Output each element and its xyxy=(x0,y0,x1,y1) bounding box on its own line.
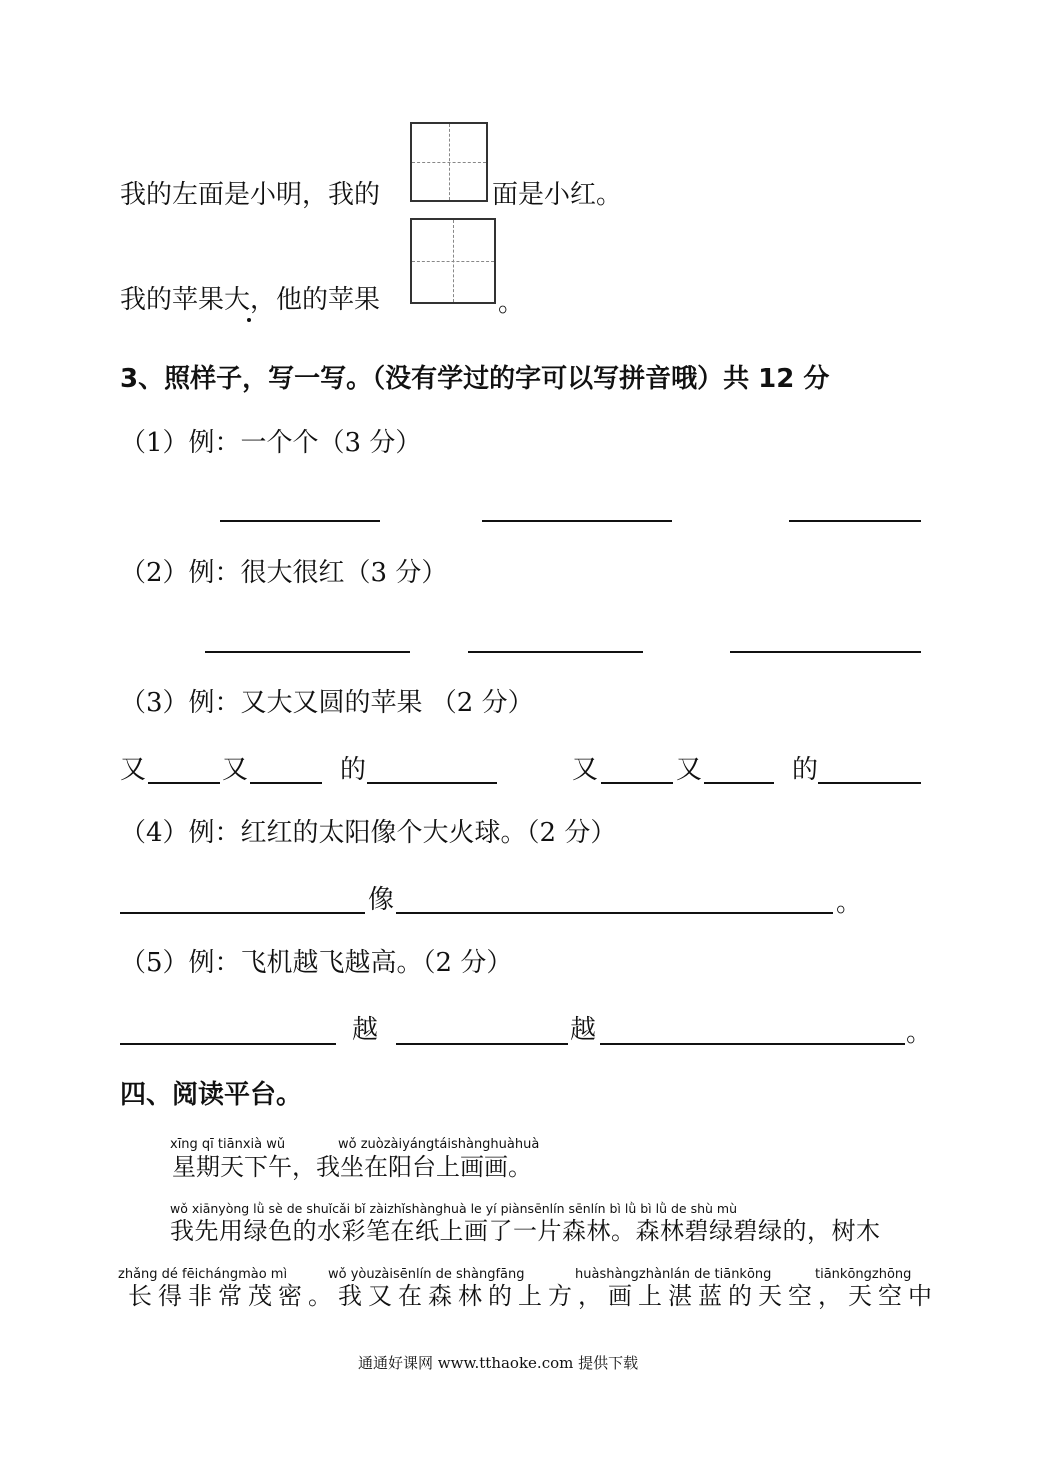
pinyin-line-3d: tiānkōngzhōng xyxy=(815,1267,912,1282)
passage-line-2: 我先用绿色的水彩笔在纸上画了一片森林。森林碧绿碧绿的，树木 xyxy=(170,1217,881,1245)
ex5-end: 。 xyxy=(906,1018,933,1048)
answer-line-1b[interactable] xyxy=(482,520,672,522)
passage-line-1: 星期天下午，我坐在阳台上画画。 xyxy=(172,1153,532,1181)
section3-title: 3、照样子，写一写。（没有学过的字可以写拼音哦）共 12 分 xyxy=(120,364,830,394)
answer-line-2b[interactable] xyxy=(468,651,643,653)
answer-line-5a[interactable] xyxy=(120,1043,336,1045)
q2-line1-after: 面是小红。 xyxy=(492,180,623,210)
emphasis-dot xyxy=(247,318,251,322)
example-4: （4）例：红红的太阳像个大火球。（2 分） xyxy=(120,818,617,848)
q2-line1-before: 我的左面是小明，我的 xyxy=(120,180,381,210)
footer-credit: 通通好课网 www.tthaoke.com 提供下载 xyxy=(358,1354,639,1372)
answer-line-5c[interactable] xyxy=(600,1043,905,1045)
ex3-you-3: 又 xyxy=(572,755,599,785)
pinyin-line-1b: wǒ zuòzàiyángtáishànghuàhuà xyxy=(338,1137,540,1152)
answer-line-4b[interactable] xyxy=(396,912,833,914)
ex3-de-2: 的 xyxy=(792,755,819,785)
answer-line-4a[interactable] xyxy=(120,912,365,914)
pinyin-line-3a: zhǎng dé fēichángmào mì xyxy=(118,1267,288,1282)
answer-line-1c[interactable] xyxy=(789,520,921,522)
q2-line2-after: 。 xyxy=(498,288,525,318)
answer-line-3e[interactable] xyxy=(704,782,774,784)
answer-line-1a[interactable] xyxy=(220,520,380,522)
ex3-de-1: 的 xyxy=(340,755,367,785)
writing-box-2[interactable] xyxy=(410,218,496,304)
answer-line-3c[interactable] xyxy=(367,782,497,784)
example-1: （1）例：一个个（3 分） xyxy=(120,428,422,458)
pinyin-line-2: wǒ xiānyòng lǜ sè de shuǐcǎi bǐ zàizhǐshànghuà le yí piànsēnlín sēnlín bì lǜ bì lǜ de shù mù xyxy=(170,1201,738,1216)
ex5-yue-1: 越 xyxy=(352,1015,379,1045)
answer-line-3d[interactable] xyxy=(601,782,673,784)
q2-line2-before: 我的苹果大，他的苹果 xyxy=(120,285,381,315)
pinyin-line-3c: huàshàngzhànlán de tiānkōng xyxy=(575,1267,772,1282)
ex4-end: 。 xyxy=(836,888,863,918)
ex5-yue-2: 越 xyxy=(570,1015,597,1045)
pinyin-line-1a: xīng qī tiānxià wǔ xyxy=(170,1137,286,1152)
writing-box-1[interactable] xyxy=(410,122,488,202)
answer-line-2c[interactable] xyxy=(730,651,921,653)
answer-line-3a[interactable] xyxy=(148,782,220,784)
ex4-xiang: 像 xyxy=(368,885,395,915)
answer-line-2a[interactable] xyxy=(205,651,410,653)
section4-title: 四、阅读平台。 xyxy=(120,1080,303,1110)
answer-line-3f[interactable] xyxy=(818,782,921,784)
example-3: （3）例：又大又圆的苹果 （2 分） xyxy=(120,688,534,718)
ex3-you-1: 又 xyxy=(120,755,147,785)
ex3-you-4: 又 xyxy=(676,755,703,785)
ex3-you-2: 又 xyxy=(222,755,249,785)
answer-line-3b[interactable] xyxy=(250,782,322,784)
answer-line-5b[interactable] xyxy=(396,1043,568,1045)
passage-line-3: 长得非常茂密。我又在森林的上方，画上湛蓝的天空，天空中 xyxy=(128,1282,938,1310)
example-2: （2）例：很大很红（3 分） xyxy=(120,558,448,588)
pinyin-line-3b: wǒ yòuzàisēnlín de shàngfāng xyxy=(328,1267,525,1282)
example-5: （5）例：飞机越飞越高。（2 分） xyxy=(120,948,513,978)
